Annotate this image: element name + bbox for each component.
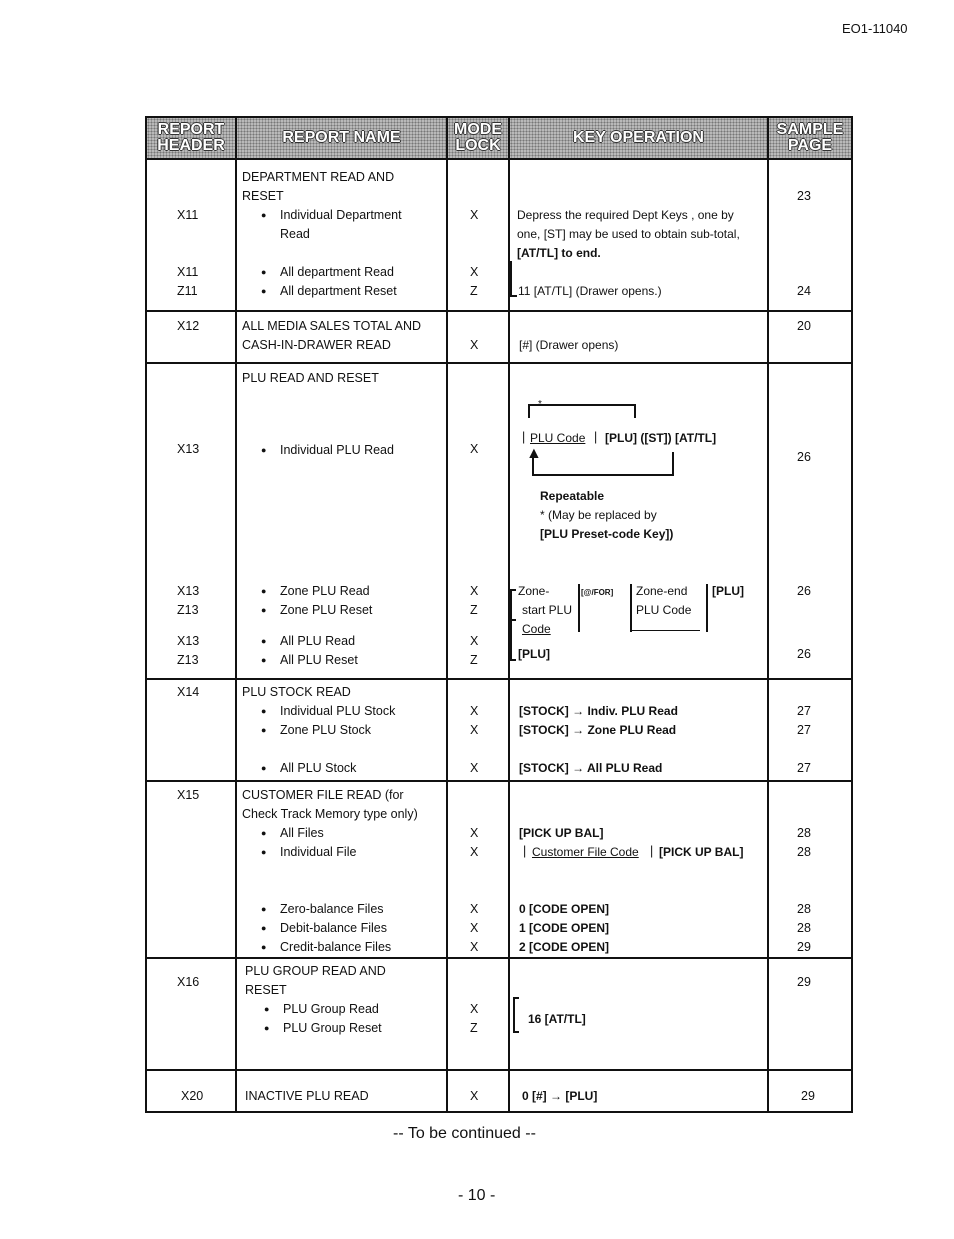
- report-item: Read: [280, 227, 310, 241]
- report-item: ● Zone PLU Stock: [280, 721, 371, 740]
- bar-mark: |: [522, 430, 526, 444]
- report-title: Check Track Memory type only): [242, 807, 418, 821]
- bracket-line: [513, 1031, 519, 1033]
- report-item: ● PLU Group Reset: [283, 1019, 382, 1038]
- bracket-line: [510, 589, 512, 661]
- mode-value: X: [470, 761, 479, 775]
- divider-line: [706, 584, 708, 632]
- sample-page-cell: [769, 312, 851, 362]
- operation-text: [PLU] ([ST]) [AT/TL]: [605, 431, 717, 445]
- report-item: ● Debit-balance Files: [280, 919, 387, 938]
- operation-text: Zone-: [518, 584, 550, 598]
- loop-line: [528, 404, 530, 418]
- header-line: LOCK: [455, 137, 501, 154]
- col-header-report-header: [146, 117, 236, 159]
- header-line: HEADER: [157, 137, 225, 154]
- table-header-row: [146, 117, 852, 159]
- header-line: SAMPLE: [776, 121, 844, 138]
- report-title: PLU STOCK READ: [242, 685, 351, 699]
- operation-text: [PLU]: [712, 584, 744, 598]
- operation-text: [AT/TL] to end.: [517, 246, 601, 260]
- bar-mark: |: [650, 844, 654, 858]
- bracket-line: [510, 261, 512, 297]
- report-code: X20: [181, 1089, 204, 1103]
- bar-mark: |: [594, 430, 598, 444]
- bar-mark: |: [523, 844, 527, 858]
- bracket-line: [510, 589, 516, 591]
- operation-text: 0 [CODE OPEN]: [519, 902, 610, 916]
- key-operation-cell: [510, 160, 767, 310]
- report-name-cell: [237, 959, 446, 1069]
- mode-value: X: [470, 634, 479, 648]
- mode-lock-cell: [448, 680, 508, 780]
- key-operation-cell: [510, 1071, 767, 1111]
- header-line: MODE: [454, 121, 502, 138]
- page-ref: 27: [797, 704, 811, 718]
- report-title: PLU GROUP READ AND: [245, 964, 386, 978]
- report-header-cell: [147, 1071, 235, 1111]
- report-item: ● All department Read: [280, 263, 394, 282]
- bracket-line: [513, 997, 515, 1033]
- operation-text: PLU Code: [530, 431, 586, 445]
- report-name-cell: [237, 312, 446, 362]
- page-ref: 29: [801, 1089, 815, 1103]
- report-item: ● All PLU Reset: [280, 651, 358, 670]
- report-item: ● Zone PLU Reset: [280, 601, 372, 620]
- divider-line: [578, 584, 580, 632]
- report-code: X14: [177, 685, 200, 699]
- mode-value: X: [470, 208, 479, 222]
- operation-text: PLU Code: [636, 603, 692, 617]
- table-row: [146, 311, 852, 363]
- page-ref: 20: [797, 319, 811, 333]
- page-ref: 29: [797, 975, 811, 989]
- report-code: X12: [177, 319, 200, 333]
- operation-text: [@/FOR]: [581, 588, 614, 597]
- report-item: ● Credit-balance Files: [280, 938, 391, 957]
- sample-page-cell: [769, 782, 851, 957]
- table-row: [146, 781, 852, 958]
- report-code: X15: [177, 788, 200, 802]
- page-ref: 26: [797, 647, 811, 661]
- mode-lock-cell: [448, 782, 508, 957]
- mode-value: X: [470, 940, 479, 954]
- divider-line: [630, 584, 632, 632]
- loop-line: [532, 474, 674, 476]
- mode-value: X: [470, 704, 479, 718]
- report-item: ● PLU Group Read: [283, 1000, 379, 1019]
- page-ref: 27: [797, 723, 811, 737]
- sample-page-cell: [769, 160, 851, 310]
- report-code: X11: [177, 208, 199, 222]
- report-item: ● All PLU Read: [280, 632, 355, 651]
- sample-page-cell: [769, 364, 851, 678]
- header-line: KEY OPERATION: [573, 129, 704, 146]
- mode-value: X: [470, 338, 479, 352]
- bracket-line: [510, 295, 517, 297]
- sample-page-cell: [769, 680, 851, 780]
- loop-line: [672, 452, 674, 476]
- page-ref: 26: [797, 584, 811, 598]
- mode-value: X: [470, 442, 479, 456]
- report-title: RESET: [242, 189, 284, 203]
- report-name-cell: [237, 782, 446, 957]
- mode-value: Z: [470, 653, 478, 667]
- operation-text: [PICK UP BAL]: [519, 826, 604, 840]
- page-ref: 24: [797, 284, 811, 298]
- mode-value: X: [470, 723, 479, 737]
- operation-text: 1 [CODE OPEN]: [519, 921, 610, 935]
- page-ref: 28: [797, 845, 811, 859]
- arrow-up-icon: ▲: [526, 445, 542, 462]
- page-ref: 28: [797, 826, 811, 840]
- mode-value: X: [470, 826, 479, 840]
- loop-line: [634, 404, 636, 418]
- mode-value: X: [470, 845, 479, 859]
- operation-text: [STOCK] → Zone PLU Read: [519, 723, 677, 737]
- report-item: ● Individual PLU Stock: [280, 702, 395, 721]
- page-ref: 28: [797, 921, 811, 935]
- report-name-cell: [237, 1071, 446, 1111]
- operation-text: Repeatable: [540, 489, 605, 503]
- operation-text: Zone-end: [636, 584, 688, 598]
- report-code: Z13: [177, 603, 199, 617]
- mode-value: X: [470, 1002, 479, 1016]
- col-header-sample-page: [768, 117, 852, 159]
- table-row: [146, 159, 852, 311]
- bracket-line: [510, 659, 516, 661]
- mode-value: X: [470, 265, 479, 279]
- report-code: X11: [177, 265, 199, 279]
- document-id: EO1-11040: [842, 21, 908, 36]
- header-line: PAGE: [787, 137, 833, 154]
- page-ref: 23: [797, 189, 811, 203]
- key-operation-cell: [510, 364, 767, 678]
- loop-line: [528, 404, 636, 406]
- report-title: DEPARTMENT READ AND: [242, 170, 395, 184]
- page-ref: 28: [797, 902, 811, 916]
- header-line: REPORT: [157, 121, 225, 138]
- report-item: ● Individual File: [280, 843, 356, 862]
- divider-line: [632, 630, 700, 631]
- header-line: REPORT NAME: [282, 129, 401, 146]
- page-number: - 10 -: [458, 1187, 496, 1204]
- report-header-cell: [147, 312, 235, 362]
- key-operation-cell: [510, 959, 767, 1069]
- mode-lock-cell: [448, 312, 508, 362]
- sample-page-cell: [769, 959, 851, 1069]
- report-title: CASH-IN-DRAWER READ: [242, 338, 391, 352]
- page-ref: 27: [797, 761, 811, 775]
- report-item: ● All department Reset: [280, 282, 397, 301]
- key-operation-cell: [510, 680, 767, 780]
- mode-lock-cell: [448, 364, 508, 678]
- table-row: [146, 1070, 852, 1112]
- operation-text: * (May be replaced by: [540, 508, 657, 522]
- report-header-cell: [147, 959, 235, 1069]
- mode-value: X: [470, 921, 479, 935]
- page-ref: 26: [797, 450, 811, 464]
- report-item: ● Individual PLU Read: [280, 441, 394, 460]
- mode-lock-cell: [448, 1071, 508, 1111]
- report-code: Z11: [177, 284, 198, 298]
- report-title: PLU READ AND RESET: [242, 371, 379, 385]
- report-code: X13: [177, 442, 200, 456]
- operation-text: [#] (Drawer opens): [519, 338, 619, 352]
- report-code: X16: [177, 975, 200, 989]
- operation-text: [PLU]: [518, 647, 550, 661]
- report-item: ● Zone PLU Read: [280, 582, 370, 601]
- report-header-cell: [147, 364, 235, 678]
- key-operation-table: [145, 116, 853, 1113]
- report-header-cell: [147, 680, 235, 780]
- operation-text: 0 [#] → [PLU]: [522, 1089, 598, 1103]
- sample-page-cell: [769, 1071, 851, 1111]
- mode-lock-cell: [448, 160, 508, 310]
- table-row: [146, 958, 852, 1070]
- report-code: X13: [177, 634, 200, 648]
- mode-lock-cell: [448, 959, 508, 1069]
- operation-text: [PLU Preset-code Key]): [540, 527, 674, 541]
- report-item: ● Zero-balance Files: [280, 900, 384, 919]
- report-code: Z13: [177, 653, 199, 667]
- report-title: INACTIVE PLU READ: [245, 1089, 369, 1103]
- operation-text: one, [ST] may be used to obtain sub-total,: [517, 227, 740, 241]
- report-name-cell: [237, 160, 446, 310]
- bracket-line: [513, 997, 519, 999]
- table-row: [146, 363, 852, 679]
- operation-text: 2 [CODE OPEN]: [519, 940, 610, 954]
- asterisk-mark: *: [538, 399, 542, 410]
- operation-text: Depress the required Dept Keys , one by: [517, 208, 734, 222]
- key-operation-cell: [510, 782, 767, 957]
- report-name-cell: [237, 364, 446, 678]
- mode-value: Z: [470, 603, 478, 617]
- continued-note: -- To be continued --: [393, 1125, 536, 1142]
- mode-value: X: [470, 902, 479, 916]
- operation-text: 16 [AT/TL]: [528, 1012, 586, 1026]
- report-title: CUSTOMER FILE READ (for: [242, 788, 404, 802]
- report-name-cell: [237, 680, 446, 780]
- table-row: [146, 679, 852, 781]
- operation-text: Code: [522, 622, 551, 636]
- report-header-cell: [147, 160, 235, 310]
- col-header-mode-lock: [447, 117, 509, 159]
- mode-value: X: [470, 584, 479, 598]
- mode-value: Z: [470, 1021, 478, 1035]
- operation-text: [PICK UP BAL]: [659, 845, 744, 859]
- key-operation-cell: [510, 312, 767, 362]
- mode-value: X: [470, 1089, 479, 1103]
- report-header-cell: [147, 782, 235, 957]
- operation-text: start PLU: [522, 603, 573, 617]
- operation-text: 11 [AT/TL] (Drawer opens.): [518, 284, 662, 298]
- col-header-key-operation: [509, 117, 768, 159]
- operation-text: [STOCK] → Indiv. PLU Read: [519, 704, 678, 718]
- bracket-line: [510, 619, 516, 621]
- report-item: ● Individual Department: [280, 206, 402, 225]
- report-code: X13: [177, 584, 200, 598]
- mode-value: Z: [470, 284, 478, 298]
- operation-text: Customer File Code: [532, 845, 639, 859]
- operation-text: [STOCK] → All PLU Read: [519, 761, 663, 775]
- report-item: ● All PLU Stock: [280, 759, 356, 778]
- report-item: ● All Files: [280, 824, 324, 843]
- col-header-report-name: [236, 117, 447, 159]
- report-title: ALL MEDIA SALES TOTAL AND: [242, 319, 422, 333]
- report-title: RESET: [245, 983, 287, 997]
- page-ref: 29: [797, 940, 811, 954]
